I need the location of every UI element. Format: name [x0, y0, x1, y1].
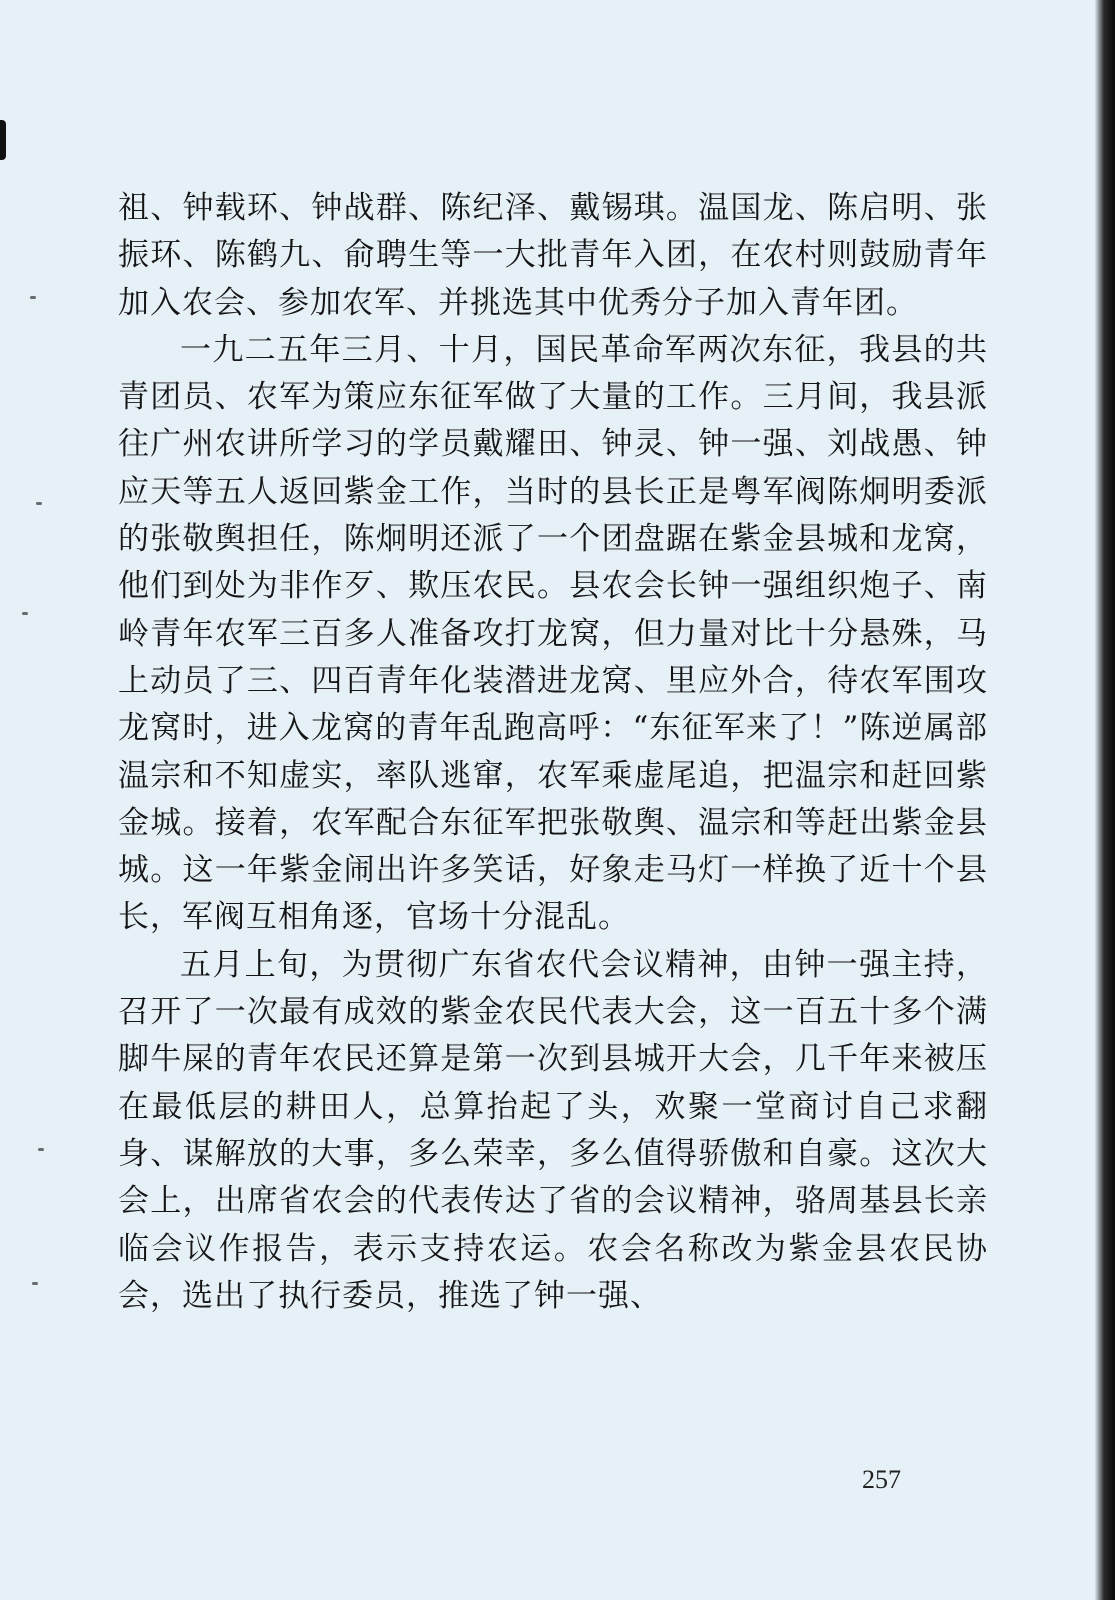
scan-speck	[22, 612, 28, 615]
scan-edge-shadow	[1095, 0, 1115, 1600]
binding-mark	[0, 120, 6, 160]
paragraph-3: 五月上旬，为贯彻广东省农代会议精神，由钟一强主持，召开了一次最有成效的紫金农民代表大会，这一百五十多个满脚牛屎的青年农民还算是第一次到县城开大会，几千年来被压在最低层的耕田人，总算抬起了头，欢聚一堂商讨自己求翻身、谋解放的大事，多么荣幸，多么值得骄傲和自豪。这次大会上，出席省农会的代表传达了省的会议精神，骆周基县长亲临会议作报告，表示支持农运。农会名称改为紫金县农民协会，选出了执行委员，推选了钟一强、	[118, 946, 988, 1314]
scan-speck	[38, 1148, 44, 1151]
paragraph-2: 一九二五年三月、十月，国民革命军两次东征，我县的共青团员、农军为策应东征军做了大量的工作。三月间，我县派往广州农讲所学习的学员戴耀田、钟灵、钟一强、刘战愚、钟应天等五人返回紫金工作，当时的县长正是粤军阀陈炯明委派的张敬舆担任，陈炯明还派了一个团盘踞在紫金县城和龙窝，他们到处为非作歹、欺压农民。县农会长钟一强组织炮子、南岭青年农军三百多人准备攻打龙窝，但力量对比十分悬殊，马上动员了三、四百青年化装潜进龙窝、里应外合，待农军围攻龙窝时，进入龙窝的青年乱跑高呼：“东征军来了！”陈逆属部温宗和不知虚实，率队逃窜，农军乘虚尾追，把温宗和赶回紫金城。接着，农军配合东征军把张敬舆、温宗和等赶出紫金县城。这一年紫金闹出许多笑话，好象走马灯一样换了近十个县长，军阀互相角逐，官场十分混乱。	[118, 331, 988, 936]
body-text	[118, 185, 988, 1320]
scan-speck	[30, 296, 36, 299]
page-number: 257	[862, 1465, 901, 1494]
scan-speck	[32, 1282, 38, 1285]
scan-speck	[36, 502, 42, 505]
paragraph-1: 祖、钟载环、钟战群、陈纪泽、戴锡琪。温国龙、陈启明、张振环、陈鹤九、俞聘生等一大批青年入团，在农村则鼓励青年加入农会、参加农军、并挑选其中优秀分子加入青年团。	[118, 190, 988, 321]
